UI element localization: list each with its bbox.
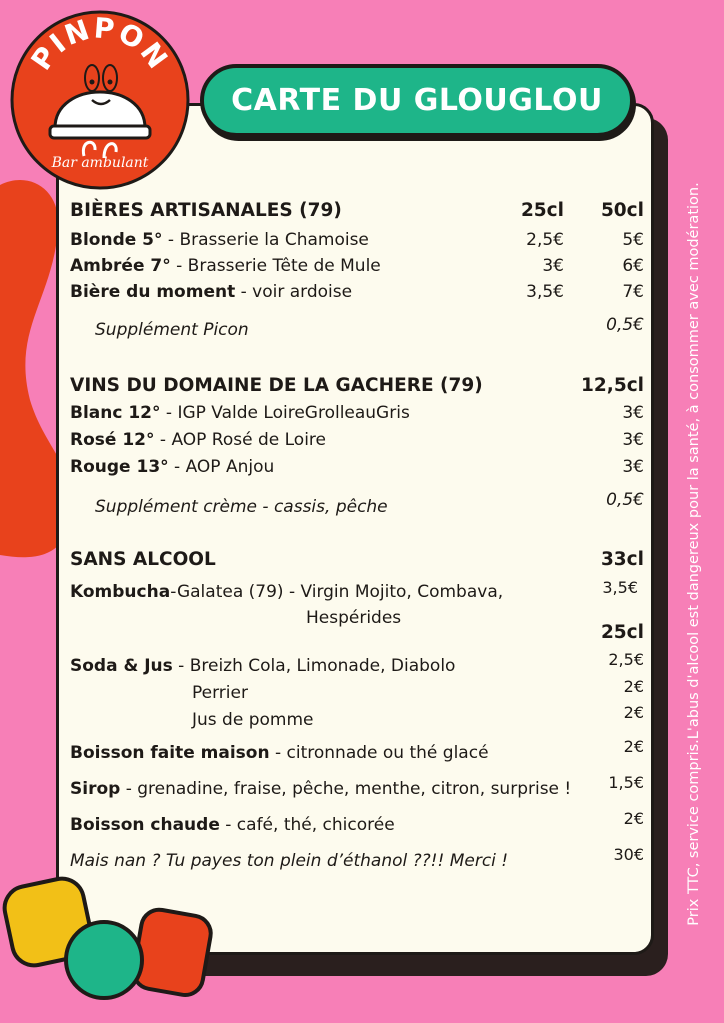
list-item: Soda & Jus - Breizh Cola, Limonade, Diabolo [70, 656, 456, 676]
kombucha-line2: Hespérides [306, 608, 402, 628]
price: 30€ [613, 845, 644, 864]
list-item: Rosé 12° - AOP Rosé de Loire [70, 430, 327, 450]
price: 5€ [622, 230, 644, 250]
price: 7€ [622, 282, 644, 302]
price: 3€ [622, 430, 644, 450]
list-item: Boisson chaude - café, thé, chicorée [70, 815, 395, 835]
price: 3,5€ [526, 282, 564, 302]
page-title: CARTE DU GLOUGLOU [231, 83, 603, 118]
beers-col-25cl: 25cl [520, 200, 564, 221]
list-item: Blanc 12° - IGP Valde LoireGrolleauGris [70, 403, 410, 423]
price: 3€ [622, 457, 644, 477]
price: 2€ [623, 737, 644, 756]
price: 0,5€ [606, 315, 644, 335]
legal-notice: Prix TTC, service compris.L'abus d'alcool est dangereux pour la santé, à consommer avec modération. [686, 182, 702, 926]
list-item: Sirop - grenadine, fraise, pêche, menthe, citron, surprise ! [70, 779, 572, 799]
soda-line2: Perrier [192, 683, 248, 703]
price: 0,5€ [606, 490, 644, 510]
logo-name: PINPON [24, 11, 176, 77]
list-item: Ambrée 7° - Brasserie Tête de Mule [70, 256, 381, 276]
list-item: Bière du moment - voir ardoise [70, 282, 353, 302]
supplement-picon: Supplément Picon [95, 320, 249, 340]
soft-col-25cl: 25cl [600, 622, 644, 643]
wines-heading: VINS DU DOMAINE DE LA GACHERE (79) [70, 375, 483, 396]
wines-col: 12,5cl [581, 375, 644, 396]
logo-tagline: Bar ambulant [51, 155, 149, 171]
list-item: Blonde 5° - Brasserie la Chamoise [70, 230, 369, 250]
price: 1,5€ [608, 773, 644, 792]
soda-line3: Jus de pomme [192, 710, 314, 730]
supplement-creme: Supplément crème - cassis, pêche [95, 497, 388, 517]
price: 3€ [542, 256, 564, 276]
price: 3,5€ [602, 578, 638, 597]
price: 2,5€ [526, 230, 564, 250]
price: 2€ [623, 809, 644, 828]
beers-col-50cl: 50cl [600, 200, 644, 221]
beers-heading: BIÈRES ARTISANALES (79) [70, 200, 342, 221]
decorative-shapes [0, 860, 220, 1023]
joke-line: Mais nan ? Tu payes ton plein d’éthanol ??!! Merci ! [70, 851, 509, 871]
price: 2€ [623, 703, 644, 722]
soft-heading: SANS ALCOOL [70, 549, 216, 570]
list-item: Rouge 13° - AOP Anjou [70, 457, 275, 477]
price: 3€ [622, 403, 644, 423]
list-item: Kombucha-Galatea (79) - Virgin Mojito, Combava, [70, 582, 504, 602]
soft-col-33cl: 33cl [600, 549, 644, 570]
pinpon-logo [0, 0, 200, 200]
price: 2,5€ [608, 650, 644, 669]
price: 2€ [623, 677, 644, 696]
list-item: Boisson faite maison - citronnade ou thé glacé [70, 743, 489, 763]
price: 6€ [622, 256, 644, 276]
title-banner [200, 64, 634, 137]
